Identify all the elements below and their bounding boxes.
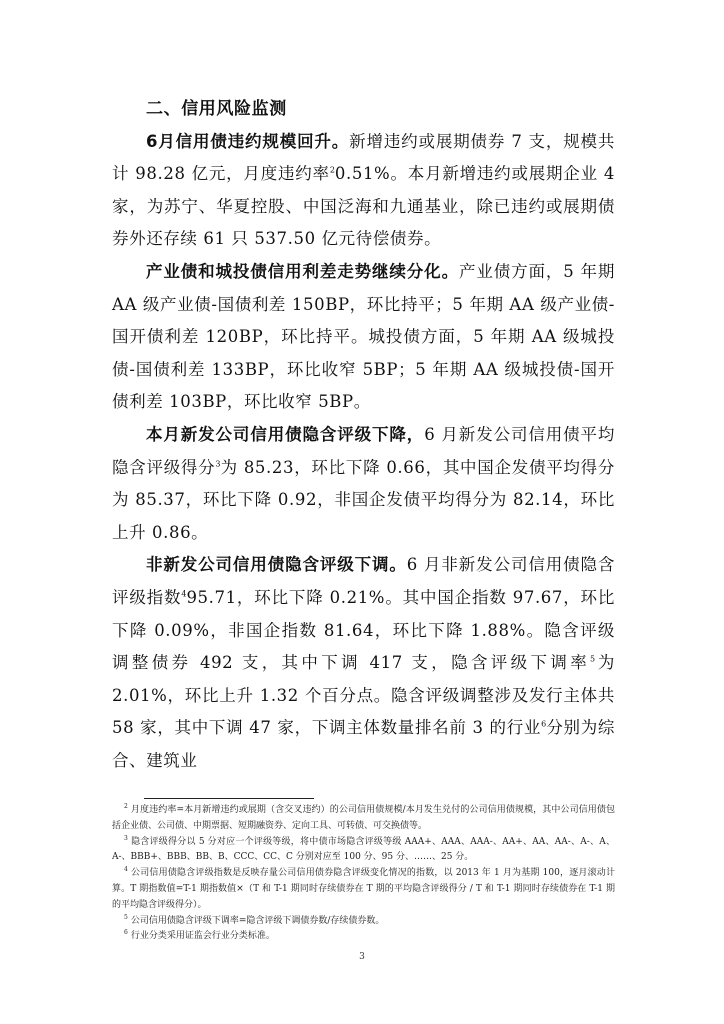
paragraph-new-issue-rating: 本月新发公司信用债隐含评级下降，6 月新发公司信用债平均隐含评级得分$^3$为 85.23，环比下降 0.66，其中国企发债平均得分为 85.37，环比下降 0.92，非国企发债平均得分为 82.14，环比上升 0.86。	[112, 424, 615, 542]
paragraph-lead: 非新发公司信用债隐含评级下调	[146, 555, 390, 575]
footnote-ref[interactable]: 2	[329, 165, 335, 175]
paragraph-lead: 6月信用债违约规模回升	[146, 131, 332, 151]
paragraph-existing-rating: 非新发公司信用债隐含评级下调。6 月非新发公司信用债隐含评级指数$^4$95.71，环比下降 0.21%。其中国企指数 97.67，环比下降 0.09%，非国企指数 81.64，环比下降 1.88%。隐含评级调整债券 492 支，其中下调 417 支，隐含评级下调率$^5$为 2.01%，环比上升 1.32 个百分点。隐含评级调整涉及发行主体共 58 家，其中下调 47 家，下调主体数量排名前 3 的行业$^6$分别为综合、建筑业	[112, 555, 616, 770]
footnote-ref[interactable]: 4	[181, 589, 187, 599]
footnote-separator	[144, 798, 314, 799]
footnote: $^5$ 公司信用债隐含评级下调率=隐含评级下调债券数/存续债券数。	[124, 913, 385, 926]
footnote: $^4$ 公司信用债隐含评级指数是反映存量公司信用债券隐含评级变化情况的指数，以 2013 年 1 月为基期 100，逐月滚动计算。T 期指数值=T-1 期指数值×（T 和 T-1 期同时存续债券在 T 期的平均隐含评级得分 / T 和 T-1 期同时存续债券在 T-1 期的平均隐含评级得分）。	[112, 866, 615, 910]
paragraph-credit-spread: 产业债和城投债信用利差走势继续分化。产业债方面，5 年期 AA 级产业债-国债利差 150BP，环比持平；5 年期 AA 级产业债-国开债利差 120BP，环比持平。城投债方面，5 年期 AA 级城投债-国债利差 133BP，环比收窄 5BP；5 年期 AA 级城投债-国开债利差 103BP，环比收窄 5BP。	[112, 261, 615, 412]
paragraph-lead: 产业债和城投债信用利差走势继续分化	[146, 261, 442, 281]
footnote-ref[interactable]: 6	[541, 719, 547, 729]
section-title: 二、信用风险监测	[146, 99, 287, 119]
paragraph-lead: 本月新发公司信用债隐含评级下降	[146, 424, 407, 444]
footnote: $^6$ 行业分类采用证监会行业分类标准。	[124, 929, 275, 942]
footnotes	[112, 803, 615, 945]
paragraph-default-volume: 6月信用债违约规模回升。新增违约或展期债券 7 支，规模共计 98.28 亿元，月度违约率$^2$0.51%。本月新增违约或展期企业 4 家，为苏宁、华夏控股、中国泛海和九通基业，除已违约或展期债券外还存续 61 只 537.50 亿元待偿债券。	[112, 131, 615, 249]
footnote-ref[interactable]: 5	[590, 654, 596, 664]
footnote: $^2$ 月度违约率=本月新增违约或展期（含交叉违约）的公司信用债规模/本月发生兑付的公司信用债规模，其中公司信用债包括企业债、公司债、中期票据、短期融资券、定向工具、可转债、可交换债等。	[112, 803, 615, 831]
footnote-ref[interactable]: 3	[215, 459, 221, 469]
body-text	[112, 93, 615, 777]
footnote: $^3$ 隐含评级得分以 5 分对应一个评级等级，将中债市场隐含评级等级 AAA+、AAA、AAA-、AA+、AA、AA-、A-、A、A-、BBB+、BBB、BB、B、CCC、CC、C 分别对应至 100 分、95 分、……、25 分。	[112, 834, 615, 863]
page-number: 3	[359, 952, 365, 962]
